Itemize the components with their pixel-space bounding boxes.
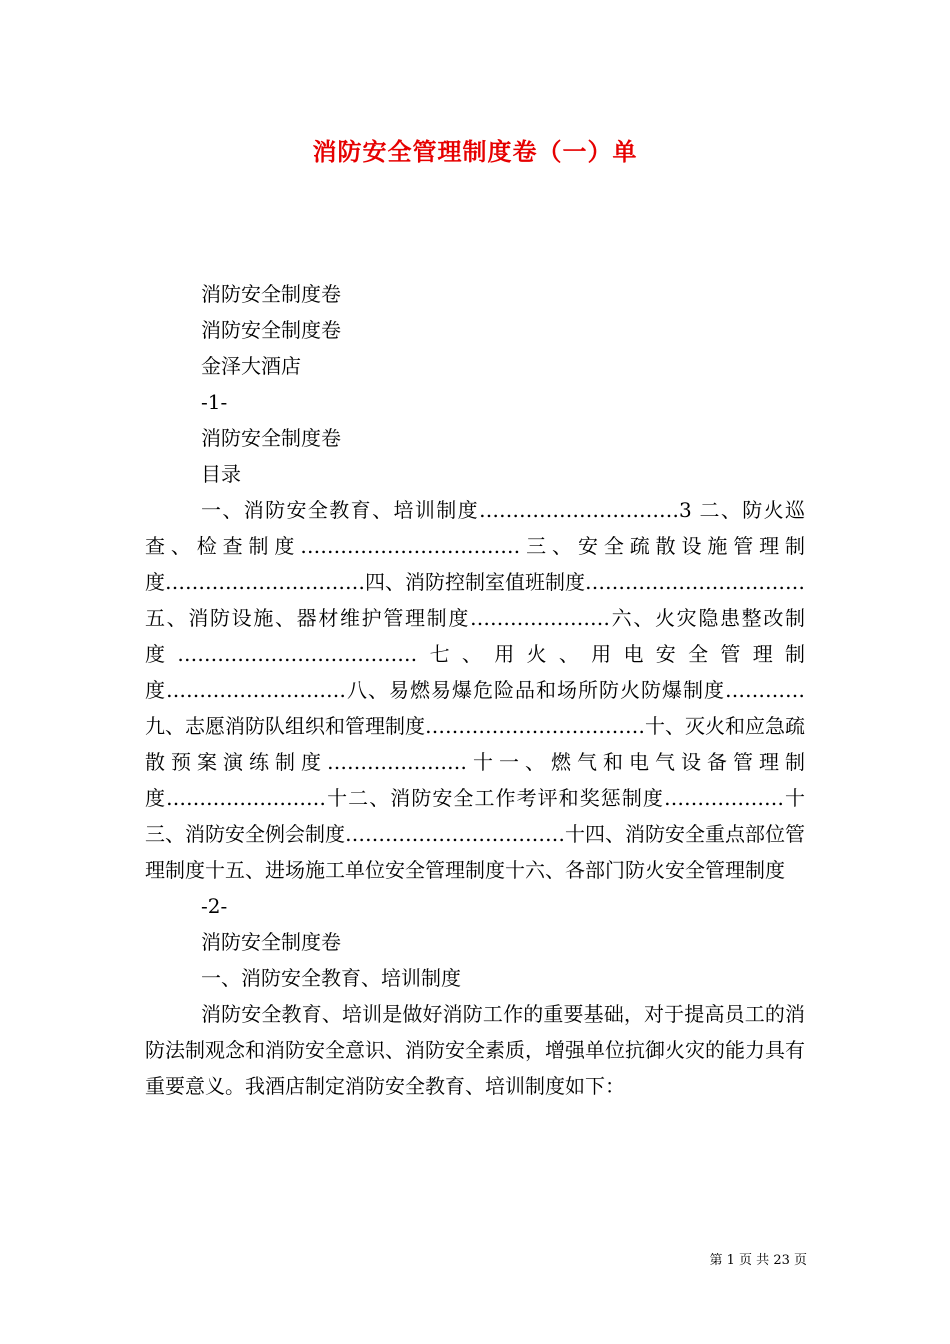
text-line: 消防安全制度卷 [201,282,341,306]
page-title: 消防安全管理制度卷（一）单 [312,137,638,166]
page-number: 第 1 页 共 23 页 [709,1253,807,1268]
page-marker: -2- [201,894,228,918]
section-heading: 一、消防安全教育、培训制度 [201,966,461,990]
text-line: 消防安全制度卷 [201,930,341,954]
table-of-contents: 一、消防安全教育、培训制度…………………………3 二、防火巡查、检查制度……………………………三、安全疏散设施管理制度…………………………四、消防控制室值班制度……………………………五、消防设施、器材维护管理制度…………………六、火灾隐患整改制度………………………………七、用火、用电安全管理制度………………………八、易燃易爆危险品和场所防火防爆制度…………九、志愿消防队组织和管理制度……………………………十、灭火和应急疏散预案演练制度…………………十一、燃气和电气设备管理制度……………………十二、消防安全工作考评和奖惩制度………………十三、消防安全例会制度……………………………十四、消防安全重点部位管理制度十五、进场施工单位安全管理制度十六、各部门防火安全管理制度 [145,498,805,882]
page-marker: -1- [201,390,228,414]
toc-heading: 目录 [201,462,241,486]
body-paragraph: 消防安全教育、培训是做好消防工作的重要基础，对于提高员工的消防法制观念和消防安全意识、消防安全素质，增强单位抗御火灾的能力具有重要意义。我酒店制定消防安全教育、培训制度如下： [145,1002,805,1098]
hotel-name: 金泽大酒店 [201,354,301,378]
document-body [145,276,805,1104]
text-line: 消防安全制度卷 [201,318,341,342]
text-line: 消防安全制度卷 [201,426,341,450]
